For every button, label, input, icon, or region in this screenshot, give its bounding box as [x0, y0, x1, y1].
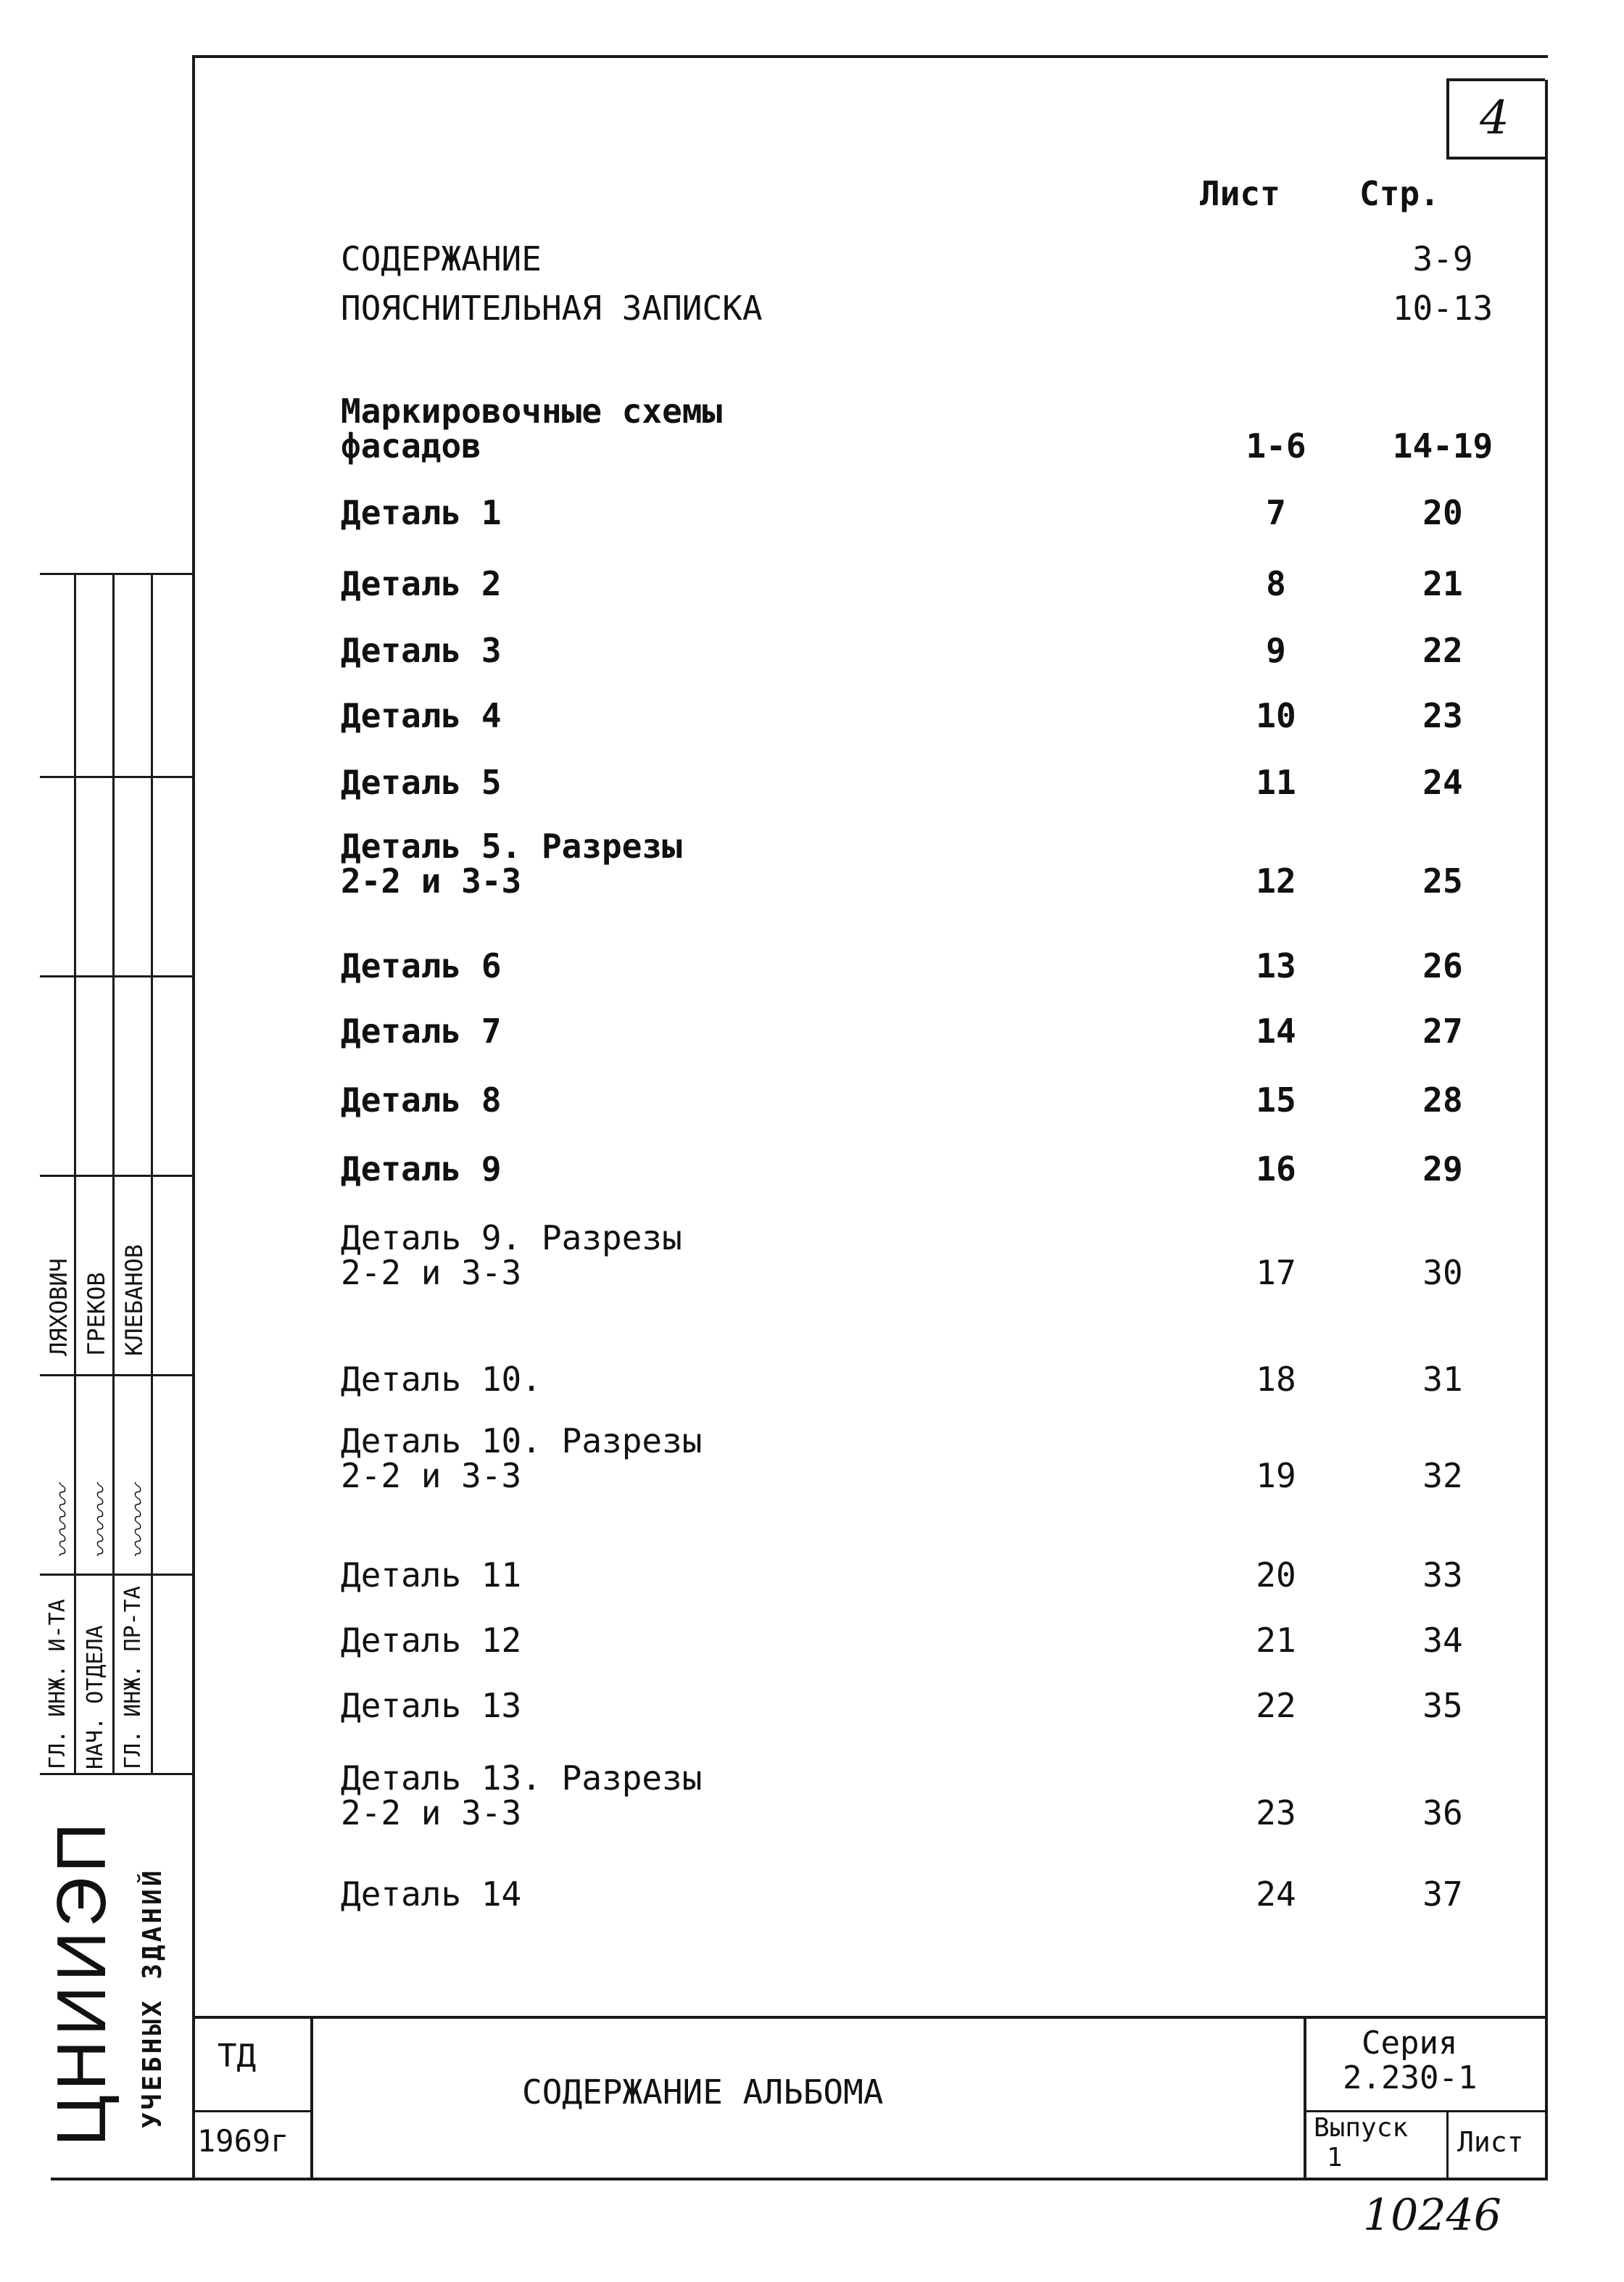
- toc-row: [341, 696, 1537, 747]
- org-subtitle: УЧЕБНЫХ ЗДАНИЙ: [138, 1867, 167, 2128]
- stamp-sheet-label: Лист: [1457, 2126, 1524, 2158]
- stamp-issue-value: 1: [1327, 2143, 1343, 2173]
- side-block-divider-5: [40, 1574, 192, 1576]
- toc-sheet: 12: [1256, 861, 1296, 901]
- signature-3: 〰〰〰: [125, 1485, 154, 1559]
- stamp-title: СОДЕРЖАНИЕ АЛЬБОМА: [522, 2072, 884, 2112]
- signature-2: 〰〰〰: [87, 1485, 116, 1559]
- toc-row: [341, 564, 1537, 615]
- inventory-number: 10246: [1363, 2190, 1501, 2241]
- toc-title-line2: фасадов: [341, 426, 481, 466]
- toc-row: [341, 946, 1537, 997]
- toc-row: [341, 1149, 1537, 1200]
- toc-title-line2: 2-2 и 3-3: [341, 1793, 522, 1832]
- toc-page: 14-19: [1392, 426, 1494, 466]
- column-header-page: Стр.: [1359, 174, 1440, 213]
- toc-sheet: 13: [1256, 946, 1296, 985]
- toc-title: Деталь 10.: [341, 1360, 542, 1399]
- page-number-box: [1446, 78, 1545, 160]
- toc-sheet: 18: [1256, 1360, 1296, 1399]
- toc-title: Деталь 14: [341, 1874, 522, 1914]
- stamp-left-divider: [310, 2016, 313, 2179]
- stamp-series-value: 2.230-1: [1343, 2059, 1478, 2096]
- side-name-1: ЛЯХОВИЧ: [45, 1258, 72, 1356]
- stamp-right-divider: [1304, 2016, 1306, 2179]
- stamp-issue-label: Выпуск: [1314, 2113, 1409, 2143]
- toc-title: Деталь 11: [341, 1555, 522, 1595]
- toc-page: 29: [1422, 1149, 1463, 1188]
- side-name-3: КЛЕБАНОВ: [120, 1244, 148, 1356]
- toc-sheet: 17: [1256, 1253, 1296, 1292]
- toc-title: ПОЯСНИТЕЛЬНАЯ ЗАПИСКА: [341, 289, 763, 328]
- stamp-issue-divider: [1446, 2110, 1449, 2179]
- toc-sheet: 20: [1256, 1555, 1296, 1595]
- toc-sheet: 14: [1256, 1012, 1296, 1051]
- toc-row: [341, 1218, 1537, 1292]
- toc-page: 27: [1422, 1012, 1463, 1051]
- toc-page: 34: [1422, 1621, 1463, 1660]
- toc-row: [341, 1686, 1537, 1737]
- stamp-series-label: Серия: [1362, 2025, 1458, 2062]
- column-header-sheet: Лист: [1200, 174, 1280, 213]
- toc-sheet: 15: [1256, 1080, 1296, 1120]
- side-col-1: [74, 573, 76, 1773]
- toc-title: Маркировочные схемы: [341, 392, 723, 431]
- side-col-3: [151, 573, 153, 1773]
- toc-row: [341, 1555, 1537, 1606]
- toc-page: 24: [1422, 763, 1463, 802]
- toc-row: [341, 1421, 1537, 1495]
- toc-title: Деталь 6: [341, 946, 502, 985]
- toc-sheet: 22: [1256, 1686, 1296, 1725]
- toc-title: Деталь 13. Разрезы: [341, 1758, 703, 1798]
- toc-row: [341, 1621, 1537, 1671]
- toc-page: 32: [1422, 1456, 1463, 1495]
- frame-top: [192, 55, 1548, 58]
- toc-page: 25: [1422, 861, 1463, 901]
- toc-sheet: 11: [1256, 763, 1296, 802]
- toc-sheet: 8: [1266, 564, 1286, 603]
- toc-sheet: 1-6: [1246, 426, 1306, 466]
- toc-title-line2: 2-2 и 3-3: [341, 1456, 522, 1495]
- toc-title: Деталь 7: [341, 1012, 502, 1051]
- toc-row: [341, 1360, 1537, 1410]
- toc-row: [341, 1758, 1537, 1832]
- toc-title: Деталь 2: [341, 564, 502, 603]
- toc-page: 3-9: [1412, 239, 1473, 278]
- side-block-divider-3: [40, 1175, 192, 1177]
- stamp-right-row: [1304, 2110, 1548, 2112]
- toc-row: [341, 1874, 1537, 1925]
- toc-row: [341, 239, 1537, 290]
- side-block-top: [40, 573, 192, 575]
- side-role-3: ГЛ. ИНЖ. ПР-ТА: [120, 1586, 146, 1769]
- toc-row: [341, 493, 1537, 544]
- toc-title: Деталь 8: [341, 1080, 502, 1120]
- toc-page: 21: [1422, 564, 1463, 603]
- toc-title: Деталь 5: [341, 763, 502, 802]
- frame-left: [192, 55, 195, 2180]
- toc-title-line2: 2-2 и 3-3: [341, 1253, 522, 1292]
- toc-page: 28: [1422, 1080, 1463, 1120]
- toc-title: Деталь 12: [341, 1621, 522, 1660]
- toc-page: 37: [1422, 1874, 1463, 1914]
- toc-title: СОДЕРЖАНИЕ: [341, 239, 542, 278]
- toc-page: 23: [1422, 696, 1463, 735]
- toc-sheet: 24: [1256, 1874, 1296, 1914]
- toc-page: 35: [1422, 1686, 1463, 1725]
- stamp-code: ТД: [218, 2038, 256, 2075]
- side-block-bottom: [40, 1773, 192, 1775]
- toc-page: 20: [1422, 493, 1463, 532]
- toc-row: [341, 827, 1537, 901]
- toc-sheet: 19: [1256, 1456, 1296, 1495]
- org-logo: ЦНИИЭП: [43, 1818, 120, 2146]
- toc-row: [341, 631, 1537, 682]
- side-role-2: НАЧ. ОТДЕЛА: [83, 1625, 108, 1769]
- toc-sheet: 21: [1256, 1621, 1296, 1660]
- toc-row: [341, 763, 1537, 814]
- side-role-1: ГЛ. ИНЖ. И-ТА: [45, 1599, 70, 1769]
- toc-title: Деталь 13: [341, 1686, 522, 1725]
- toc-title: Деталь 4: [341, 696, 502, 735]
- toc-title: Деталь 9: [341, 1149, 502, 1188]
- toc-title: Деталь 10. Разрезы: [341, 1421, 703, 1460]
- side-block-divider-4: [40, 1374, 192, 1376]
- toc-row: [341, 289, 1537, 339]
- page-number: 4: [1480, 91, 1509, 145]
- toc-page: 26: [1422, 946, 1463, 985]
- side-name-2: ГРЕКОВ: [83, 1272, 110, 1356]
- side-col-2: [112, 573, 115, 1773]
- stamp-year: 1969г: [197, 2123, 289, 2159]
- frame-bottom: [51, 2178, 1548, 2180]
- side-block-divider-1: [40, 776, 192, 778]
- toc-title: Деталь 9. Разрезы: [341, 1218, 682, 1257]
- toc-title: Деталь 3: [341, 631, 502, 670]
- toc-sheet: 9: [1266, 631, 1286, 670]
- toc-sheet: 23: [1256, 1793, 1296, 1832]
- toc-sheet: 7: [1266, 493, 1286, 532]
- toc-row: [341, 1012, 1537, 1062]
- toc-row: [341, 392, 1537, 466]
- toc-title: Деталь 5. Разрезы: [341, 827, 682, 866]
- toc-sheet: 16: [1256, 1149, 1296, 1188]
- toc-page: 33: [1422, 1555, 1463, 1595]
- toc-page: 30: [1422, 1253, 1463, 1292]
- toc-page: 10-13: [1392, 289, 1494, 328]
- toc-page: 31: [1422, 1360, 1463, 1399]
- toc-sheet: 10: [1256, 696, 1296, 735]
- frame-right: [1545, 80, 1548, 2180]
- signature-1: 〰〰〰: [49, 1485, 78, 1559]
- side-block-divider-2: [40, 975, 192, 977]
- toc-title: Деталь 1: [341, 493, 502, 532]
- toc-page: 22: [1422, 631, 1463, 670]
- toc-title-line2: 2-2 и 3-3: [341, 861, 522, 901]
- stamp-top: [192, 2016, 1548, 2019]
- toc-page: 36: [1422, 1793, 1463, 1832]
- toc-row: [341, 1080, 1537, 1131]
- stamp-left-row: [192, 2110, 312, 2112]
